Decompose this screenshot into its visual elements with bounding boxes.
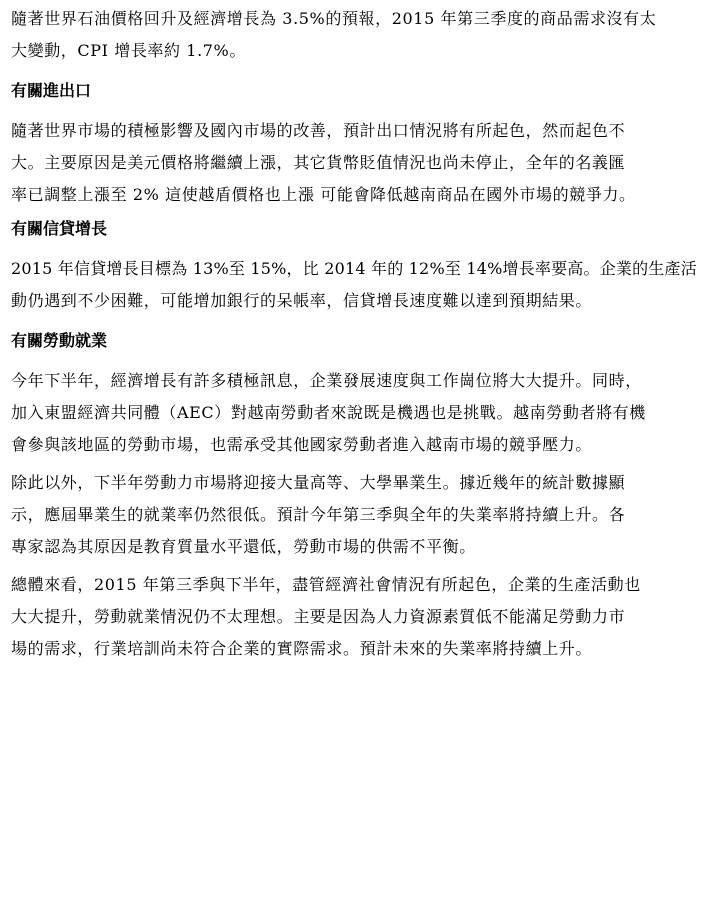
text-line: 加入東盟經濟共同體（AEC）對越南勞動者來說既是機遇也是挑戰。越南勞動者將有機 bbox=[11, 403, 646, 422]
text-line: 大大提升，勞動就業情況仍不太理想。主要是因為人力資源素質低不能滿足勞動力市 bbox=[11, 607, 626, 626]
text-line: 今年下半年，經濟增長有許多積極訊息，企業發展速度與工作崗位將大大提升。同時， bbox=[11, 371, 642, 390]
paragraph-labor-outlook bbox=[11, 365, 699, 461]
text-line: 2015 年信貸增長目標為 13%至 15%，比 2014 年的 12%至 14%增長率要高。企業的生產活 bbox=[11, 259, 697, 278]
text-line: 總體來看，2015 年第三季與下半年，盡管經濟社會情況有所起色，企業的生產活動也 bbox=[11, 575, 641, 594]
text-line: 場的需求，行業培訓尚未符合企業的實際需求。預計未來的失業率將持續上升。 bbox=[11, 639, 593, 658]
text-line: 動仍遇到不少困難，可能增加銀行的呆帳率，信貸增長速度難以達到預期結果。 bbox=[11, 291, 593, 310]
text-line: 率已調整上漲至 2% 這使越盾價格也上漲 可能會降低越南商品在國外市場的競爭力。 bbox=[11, 185, 636, 204]
paragraph-import-export bbox=[11, 115, 699, 211]
text-line: 專家認為其原因是教育質量水平還低，勞動市場的供需不平衡。 bbox=[11, 537, 476, 556]
paragraph-credit-growth bbox=[11, 253, 699, 317]
paragraph-cpi bbox=[11, 0, 699, 67]
text-line: 示，應屆畢業生的就業率仍然很低。預計今年第三季與全年的失業率將持續上升。各 bbox=[11, 505, 626, 524]
text-line: 除此以外，下半年勞動力市場將迎接大量高等、大學畢業生。據近幾年的統計數據顯 bbox=[11, 473, 626, 492]
text-line: 大變動，CPI 增長率約 1.7%。 bbox=[11, 41, 246, 60]
text-line: 隨著世界市場的積極影響及國內市場的改善，預計出口情況將有所起色，然而起色不 bbox=[11, 121, 626, 140]
heading-labor-employment: 有關勞動就業 bbox=[11, 331, 108, 350]
document-page bbox=[11, 0, 699, 665]
heading-credit-growth: 有關信貸增長 bbox=[11, 219, 108, 238]
text-line: 大。主要原因是美元價格將繼續上漲，其它貨幣貶值情況也尚未停止，全年的名義匯 bbox=[11, 153, 626, 172]
text-line: 會參與該地區的勞動市場，也需承受其他國家勞動者進入越南市場的競爭壓力。 bbox=[11, 435, 593, 454]
text-line: 隨著世界石油價格回升及經濟增長為 3.5%的預報，2015 年第三季度的商品需求沒有太 bbox=[11, 9, 657, 28]
paragraph-summary bbox=[11, 569, 699, 665]
heading-import-export: 有關進出口 bbox=[11, 81, 92, 100]
paragraph-graduates bbox=[11, 467, 699, 563]
